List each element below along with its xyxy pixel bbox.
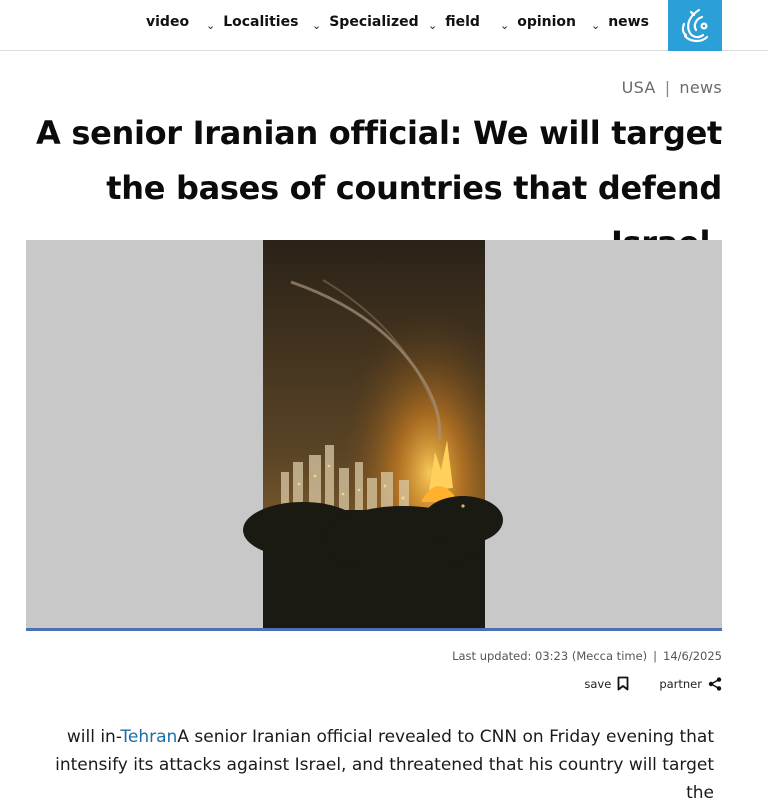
nav-item-label: opinion	[517, 14, 577, 30]
share-icon	[708, 677, 722, 691]
nav-item-specialized[interactable]	[312, 14, 419, 30]
chevron-down-icon: ⌄	[500, 19, 510, 32]
article-actions	[584, 676, 722, 691]
body-rest: A senior Iranian official revealed to CNN on Friday evening that	[177, 727, 714, 747]
save-label: save	[584, 676, 612, 691]
save-button[interactable]	[584, 676, 629, 691]
nav-item-label: Localities	[223, 14, 299, 30]
partner-label: partner	[659, 676, 702, 691]
article-headline: A senior Iranian official: We will target the bases of countries that defend	[36, 114, 722, 207]
share-button[interactable]	[659, 676, 722, 691]
video-player[interactable]	[263, 240, 485, 628]
chevron-down-icon: ⌄	[591, 19, 601, 32]
body-paragraph-line2: intensify its attacks against Israel, and threatened that his country will target the	[55, 755, 714, 803]
bookmark-icon	[617, 676, 629, 691]
nav-item-opinion[interactable]	[500, 14, 576, 30]
nav-item-news[interactable]	[591, 14, 649, 30]
nav-item-video[interactable]	[146, 14, 189, 30]
nav-item-field[interactable]	[428, 14, 480, 30]
meta-separator: |	[653, 649, 658, 663]
night-explosion-frame	[263, 240, 485, 628]
publish-date: 14/6/2025	[663, 649, 722, 663]
breadcrumb-separator: |	[664, 78, 671, 97]
chevron-down-icon: ⌄	[428, 19, 438, 32]
body-paragraph	[24, 723, 714, 751]
article-body	[24, 723, 714, 807]
article-media	[26, 240, 722, 631]
breadcrumb-section-link[interactable]: news	[679, 78, 722, 97]
body-prefix: will in-	[66, 727, 121, 747]
logo-calligraphy-icon	[678, 6, 712, 46]
top-navigation	[0, 0, 768, 51]
al-jazeera-logo-icon[interactable]	[668, 0, 722, 51]
chevron-down-icon: ⌄	[206, 19, 216, 32]
article-meta	[452, 649, 722, 663]
tehran-link[interactable]: Tehran	[120, 727, 178, 747]
nav-item-label: video	[146, 14, 190, 30]
chevron-down-icon: ⌄	[312, 19, 322, 32]
nav-item-localities[interactable]	[206, 14, 298, 30]
breadcrumb	[622, 78, 722, 97]
nav-item-label: field	[445, 14, 480, 30]
nav-item-label: news	[608, 14, 649, 30]
nav-item-label: Specialized	[329, 14, 419, 30]
last-updated-text: Last updated: 03:23 (Mecca time)	[452, 649, 648, 663]
breadcrumb-country-link[interactable]: USA	[621, 78, 656, 97]
